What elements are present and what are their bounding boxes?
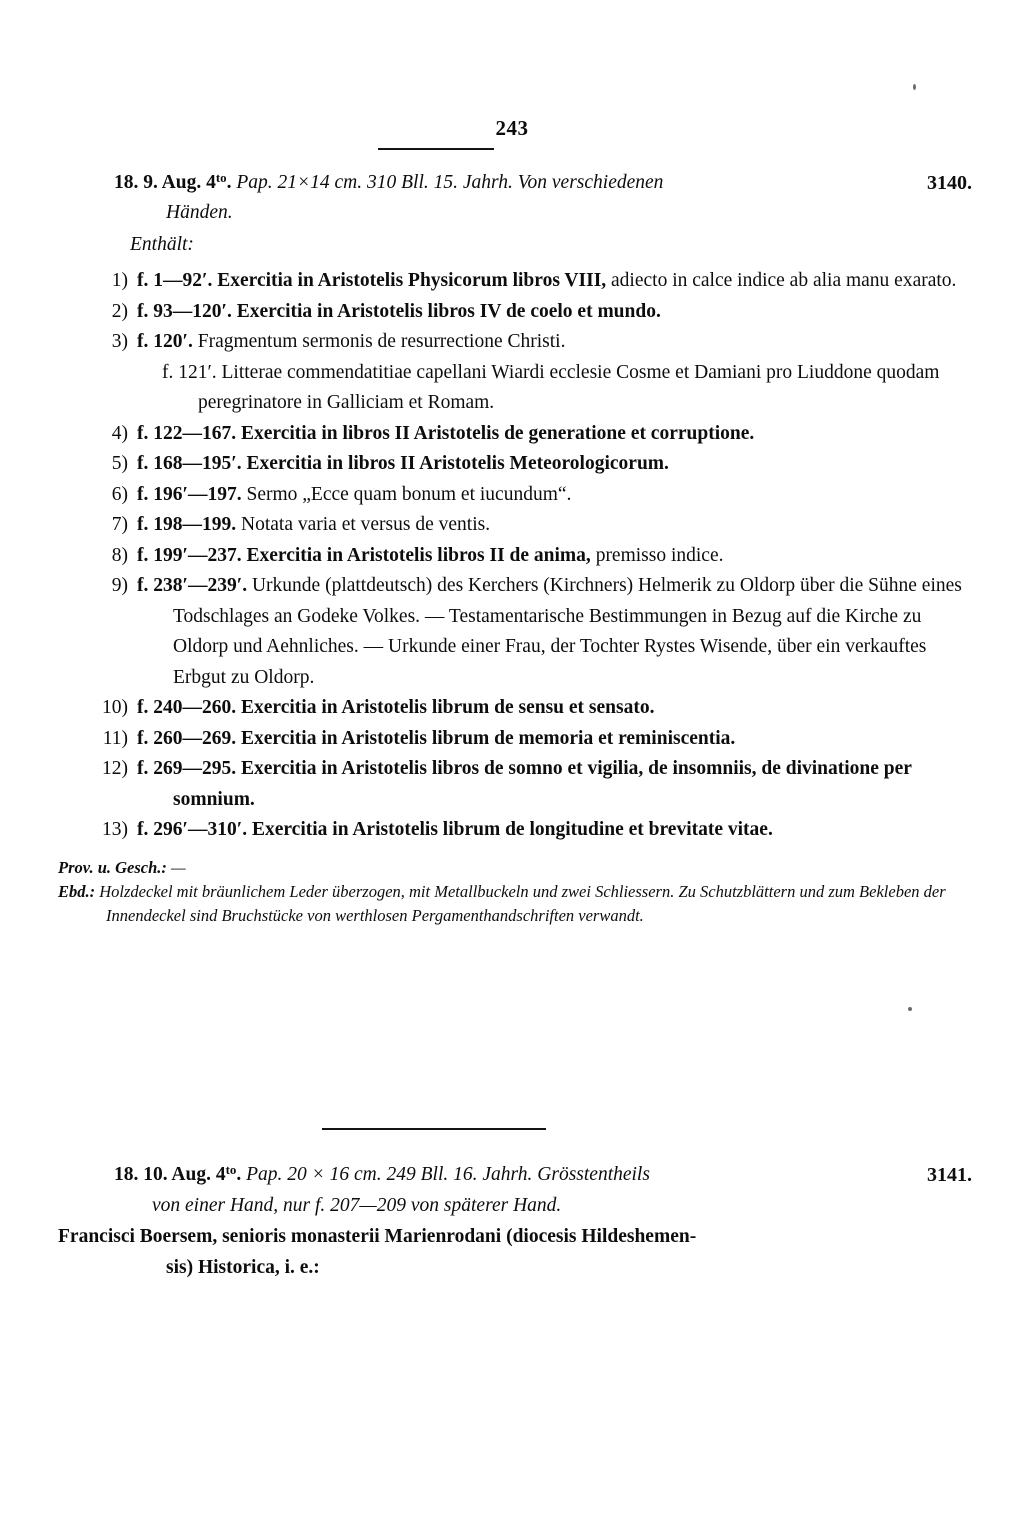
entry-header-line bbox=[0, 168, 1024, 198]
page-number-header bbox=[0, 118, 1024, 142]
entry-header-line bbox=[0, 1160, 1024, 1190]
list-item-text-bold: f. 269—295. Exercitia in Aristotelis libros de somno et vigilia, de insomniis, de divinatione per somnium. bbox=[137, 758, 912, 810]
list-item-number: 5) bbox=[111, 453, 128, 474]
list-item-number: 4) bbox=[111, 422, 128, 444]
quarto-superscript: to bbox=[215, 170, 227, 185]
list-item-number: 13) bbox=[102, 819, 128, 840]
list-item-text bbox=[137, 510, 972, 541]
scan-speck bbox=[913, 84, 916, 90]
contents-list-item bbox=[0, 754, 1024, 815]
quarto-superscript: to bbox=[225, 1162, 237, 1177]
list-item-text-regular: Sermo „Ecce quam bonum et iucundum“. bbox=[241, 483, 572, 505]
list-item-text-bold: f. 199′—237. Exercitia in Aristotelis libros II de anima, bbox=[137, 544, 591, 566]
list-item-text-bold: f. 1—92′. Exercitia in Aristotelis Physicorum libros VIII, bbox=[137, 270, 607, 291]
list-item-number: 9) bbox=[111, 575, 128, 596]
contents-list-item bbox=[0, 266, 1024, 297]
list-item-text bbox=[137, 724, 972, 755]
list-item-text-bold: f. 296′—310′. Exercitia in Aristotelis librum de longitudine et brevitate vitae. bbox=[137, 819, 773, 840]
contents-list-item bbox=[0, 815, 1024, 846]
contents-list-item bbox=[0, 724, 1024, 755]
scan-speck bbox=[908, 1007, 912, 1011]
list-item-text-bold: f. 196′—197. bbox=[137, 483, 242, 505]
list-item-number: 10) bbox=[102, 697, 128, 718]
list-item-text bbox=[137, 327, 972, 358]
list-item-text bbox=[137, 693, 972, 724]
physical-description-continued: Händen. bbox=[166, 202, 233, 223]
list-item-text-regular: premisso indice. bbox=[590, 544, 724, 566]
provenance-note-text: Holzdeckel mit bräunlichem Leder überzogen, mit Metallbuckeln und zwei Schliessern. Zu Schutzblättern und zum Bekleben der Innendeckel sind Bruchstücke von werthlosen Pergamenthandschriften verwandt. bbox=[95, 881, 946, 925]
contents-list-item bbox=[0, 571, 1024, 693]
list-item-text-regular: Fragmentum sermonis de resurrectione Christi. bbox=[192, 331, 566, 352]
shelfmark: 18. 9. Aug. $4^{to}$. bbox=[114, 170, 232, 193]
physical-description: Pap. 20 × 16 cm. 249 Bll. 16. Jahrh. Grösstentheils bbox=[246, 1164, 650, 1185]
contents-list-item bbox=[0, 419, 1024, 450]
contents-list-item bbox=[0, 693, 1024, 724]
catalog-number: 3140. bbox=[927, 172, 972, 194]
list-item-text bbox=[137, 541, 972, 572]
contents-list-item bbox=[0, 480, 1024, 511]
list-item-text-bold: f. 122—167. Exercitia in libros II Aristotelis de generatione et corruptione. bbox=[137, 422, 755, 444]
list-item-text-regular: f. 121′. Litterae commendatitiae capellani Wiardi ecclesie Cosme et Damiani pro Liuddone quodam peregrinatore in Galliciam et Romam. bbox=[162, 361, 940, 413]
contents-list bbox=[0, 266, 1024, 846]
list-item-number: 2) bbox=[111, 300, 128, 322]
list-item-number: 6) bbox=[111, 483, 128, 505]
list-item-number: 3) bbox=[111, 331, 128, 352]
list-item-number: 11) bbox=[102, 727, 128, 749]
catalog-entry-3141 bbox=[0, 1160, 1024, 1283]
contents-list-item bbox=[0, 297, 1024, 328]
physical-description: Pap. 21×14 cm. 310 Bll. 15. Jahrh. Von verschiedenen bbox=[236, 172, 664, 193]
catalog-entry-3140 bbox=[0, 168, 1024, 928]
list-item-number: 7) bbox=[111, 514, 128, 535]
list-item-number: 12) bbox=[102, 758, 128, 779]
list-item-text bbox=[137, 480, 972, 511]
page-number-rule bbox=[378, 148, 494, 150]
physical-description-continued: von einer Hand, nur f. 207—209 von späterer Hand. bbox=[152, 1195, 562, 1216]
list-item-text-bold: f. 120′. bbox=[137, 331, 193, 352]
contents-list-item bbox=[0, 449, 1024, 480]
contents-list-item bbox=[0, 327, 1024, 358]
provenance-note bbox=[0, 856, 1024, 880]
list-item-text bbox=[137, 754, 972, 815]
list-item-text bbox=[162, 358, 972, 419]
list-item-text-regular: Notata varia et versus de ventis. bbox=[236, 514, 491, 535]
list-item-text bbox=[137, 266, 972, 297]
list-item-text bbox=[137, 571, 972, 693]
contents-list-item bbox=[0, 510, 1024, 541]
page-number: 243 bbox=[495, 116, 529, 140]
work-title: Francisci Boersem, senioris monasterii Marienrodani (diocesis Hildeshemen- bbox=[58, 1226, 697, 1247]
list-item-text-regular: adiecto in calce indice ab alia manu exarato. bbox=[606, 270, 957, 291]
list-item-text-regular: Urkunde (plattdeutsch) des Kerchers (Kirchners) Helmerik zu Oldorp über die Sühne eines Todschlages an Godeke Volkes. — Testamentarische Bestimmungen in Bezug auf die Kirche zu Oldorp und Aehnliches. — Urkunde einer Frau, der Tochter Rystes Wisende, über ein verkauftes Erbgut zu Oldorp. bbox=[173, 575, 962, 688]
provenance-note-label: Ebd.: bbox=[58, 881, 96, 901]
entry-divider-rule bbox=[322, 1128, 546, 1130]
list-item-text-bold: f. 168—195′. Exercitia in libros II Aristotelis Meteorologicorum. bbox=[137, 453, 669, 474]
list-item-text-bold: f. 198—199. bbox=[137, 514, 237, 535]
list-item-number: 1) bbox=[111, 270, 128, 291]
provenance-note-text: — bbox=[166, 857, 186, 877]
list-item-text bbox=[137, 449, 972, 480]
list-item-text bbox=[137, 815, 972, 846]
list-item-text bbox=[137, 297, 972, 328]
list-item-text-bold: f. 238′—239′. bbox=[137, 575, 248, 596]
provenance-note-label: Prov. u. Gesch.: bbox=[58, 857, 167, 877]
catalog-number: 3141. bbox=[927, 1164, 972, 1186]
list-item-text-bold: f. 93—120′. Exercitia in Aristotelis libros IV de coelo et mundo. bbox=[137, 300, 661, 322]
provenance-note bbox=[0, 880, 1024, 928]
contents-list-item bbox=[0, 358, 1024, 419]
shelfmark: 18. 10. Aug. $4^{to}$. bbox=[114, 1162, 242, 1185]
list-item-text bbox=[137, 419, 972, 450]
list-item-text-bold: f. 240—260. Exercitia in Aristotelis librum de sensu et sensato. bbox=[137, 697, 655, 718]
list-item-text-bold: f. 260—269. Exercitia in Aristotelis librum de memoria et reminiscentia. bbox=[137, 727, 736, 749]
contents-label: Enthält: bbox=[130, 234, 194, 255]
work-title-continued: sis) Historica, i. e.: bbox=[166, 1257, 320, 1278]
list-item-number: 8) bbox=[111, 544, 128, 566]
contents-list-item bbox=[0, 541, 1024, 572]
provenance-notes bbox=[0, 856, 1024, 928]
